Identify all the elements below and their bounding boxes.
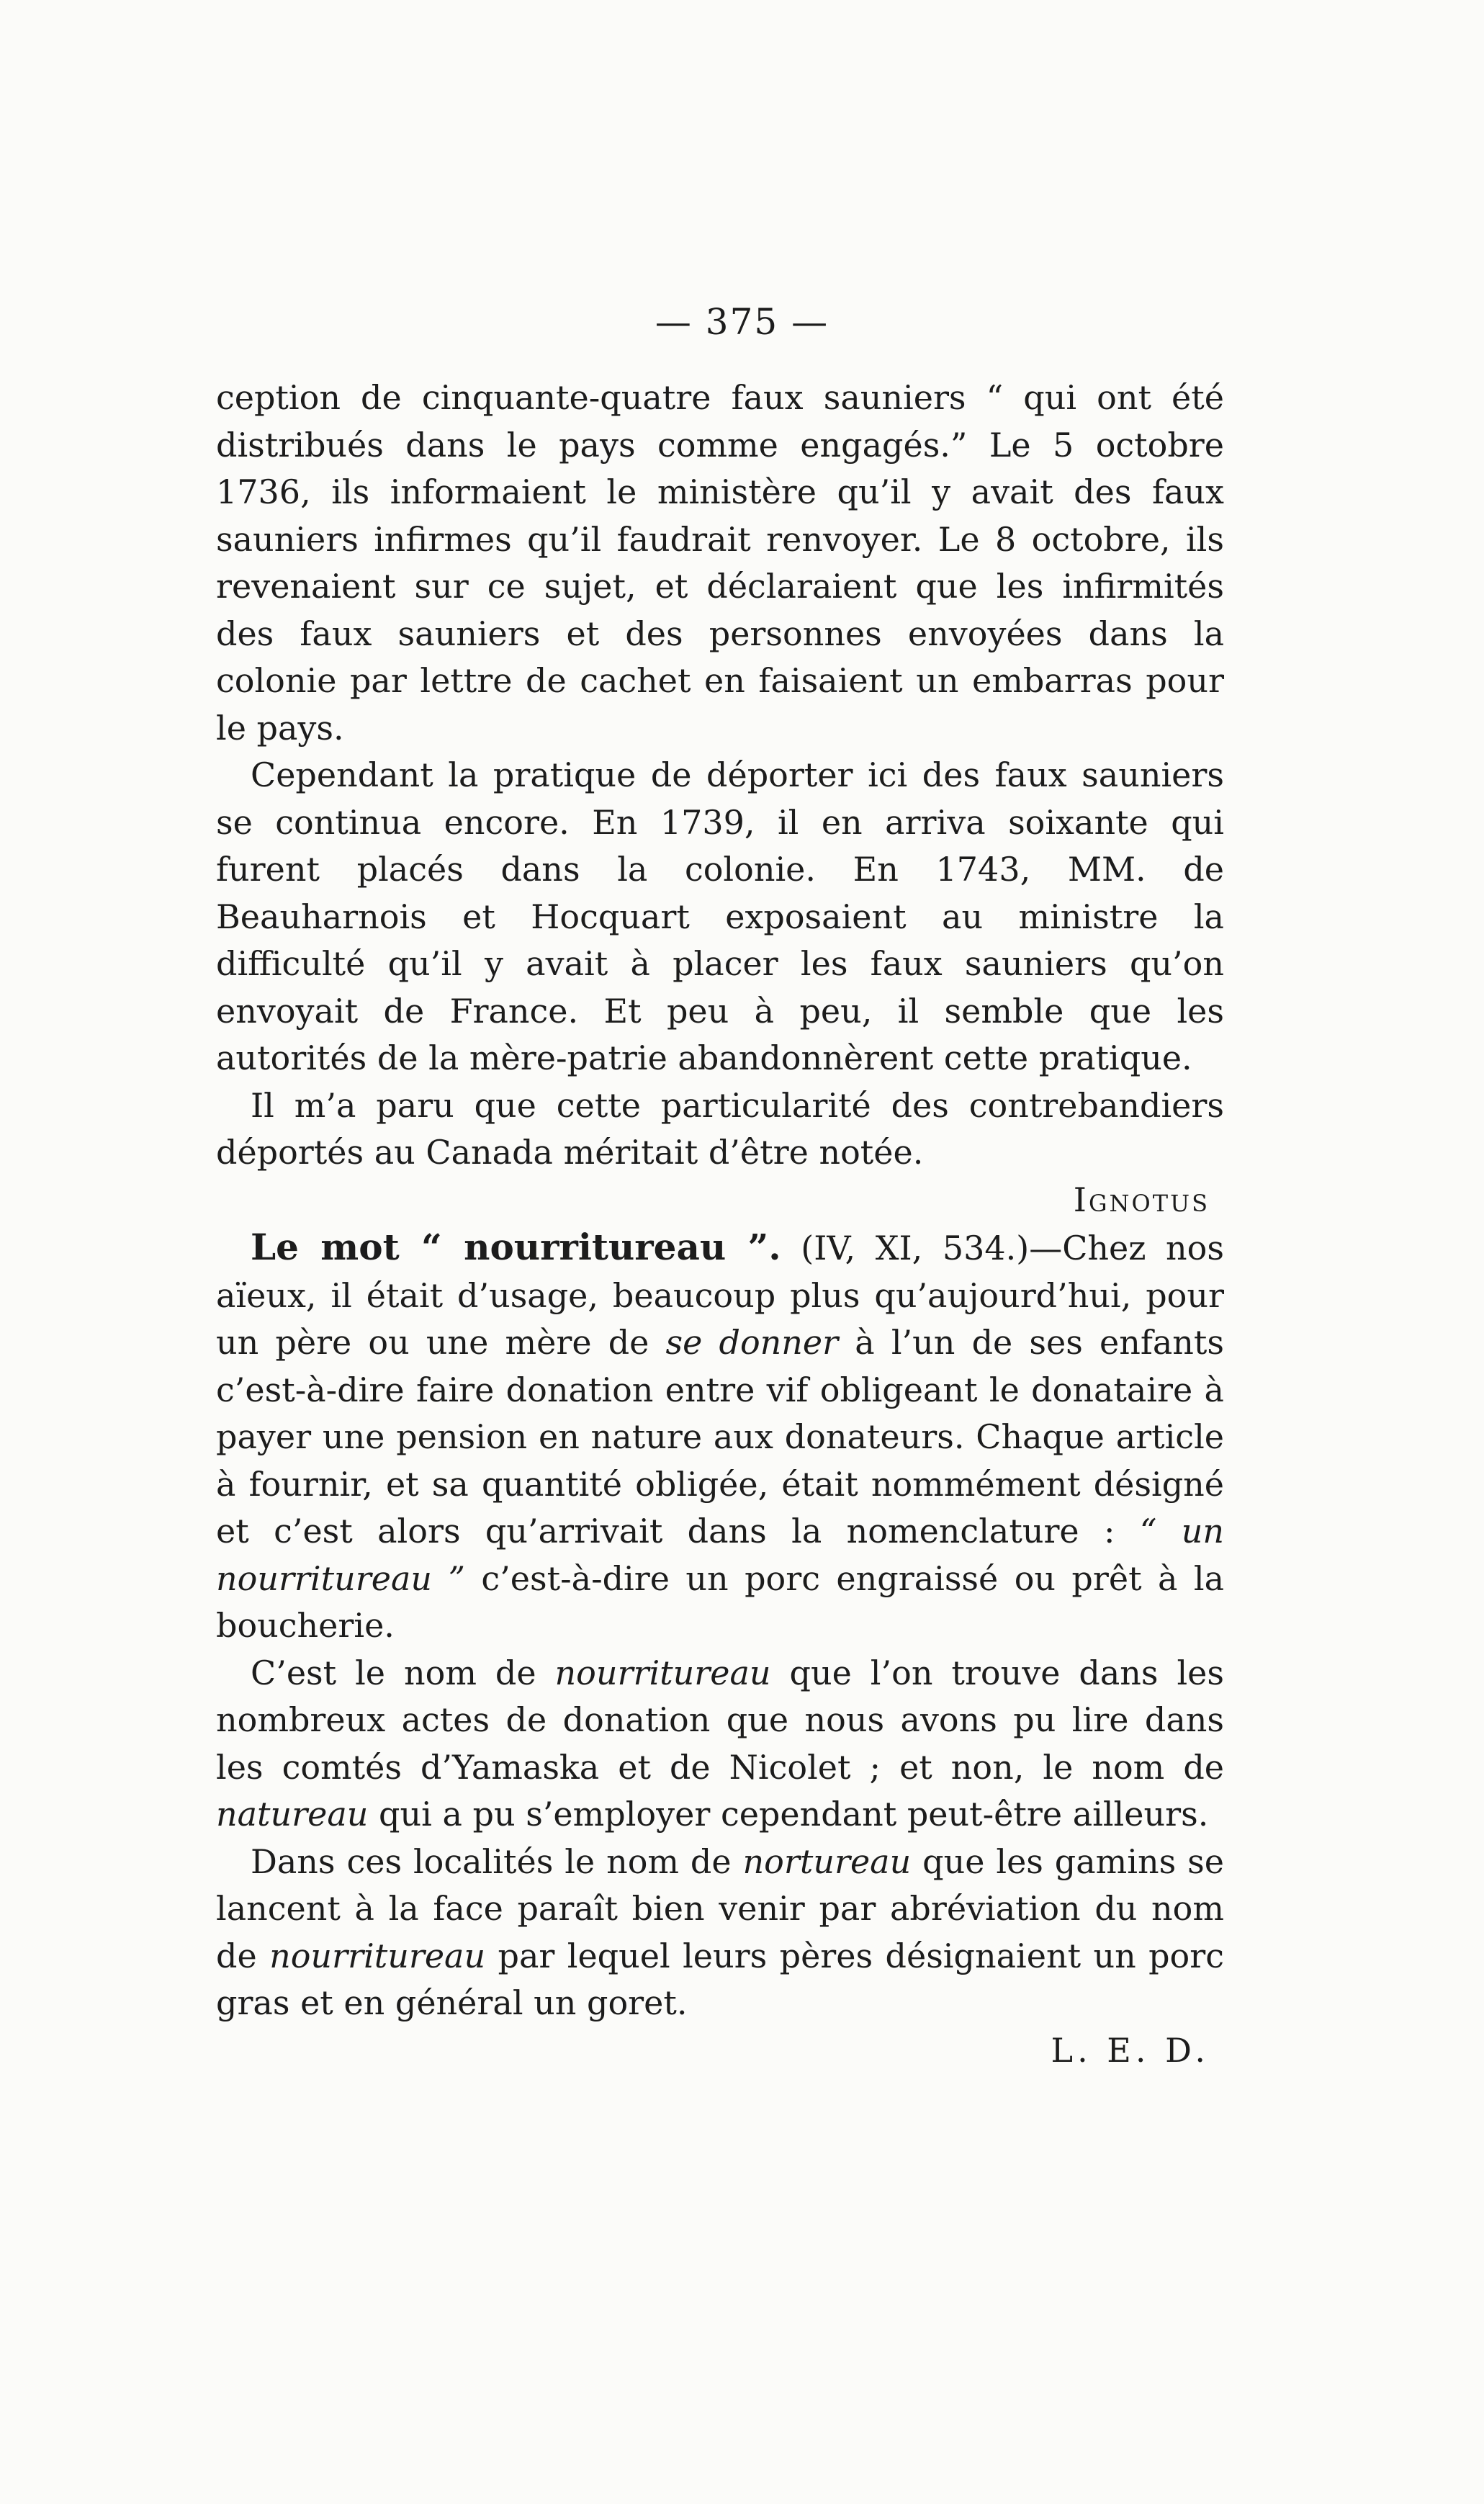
page-number: — 375 — [655,301,829,343]
signature-line [216,2027,1224,2075]
paragraph-text: que les gamins se lancent à la face paraît bien venir par abréviation du nom de [216,1841,1224,1975]
paragraph-text: par lequel leurs pères désignaient un porc gras et en général un goret. [216,1936,1224,2022]
italic-term: nortureau [742,1841,912,1881]
paragraph-text: que l’on trouve dans les nombreux actes de donation que nous avons pu lire dans les comtés d’Yamaska et de Nicolet ; et non, le nom de [216,1653,1224,1787]
italic-term: “ un nourritureau ” [216,1512,1225,1598]
paragraph-text: C’est le nom de [251,1653,555,1692]
paragraph-nom [216,1650,1224,1839]
entry-heading: Le mot “ nourritureau ”. [251,1226,781,1268]
paragraph-text: Dans ces localités le nom de [251,1841,743,1881]
article-text [216,374,1224,2074]
entry-reference: (IV, XI, 534.) [801,1229,1030,1267]
paragraph-text: à l’un de ses enfants c’est-à-dire faire donation entre vif obligeant le donataire à payer une pension en nature aux donateurs. Chaque article à fournir, et sa quantité obligée, était nommément désigné et c’est alors qu’arrivait dans la nomenclature : [216,1323,1224,1551]
paragraph-deportation: Cependant la pratique de déporter ici des faux sauniers se continua encore. En 1739, il en arriva soixante qui furent placés dans la colonie. En 1743, MM. de Beauharnois et Hocquart exposaient au ministre la difficulté qu’il y avait à placer les faux sauniers qu’on envoyait de France. Et peu à peu, il semble que les autorités de la mère-patrie abandonnèrent cette pratique. [216,755,1224,1077]
italic-term: natureau [216,1795,369,1834]
paragraph-text: c’est-à-dire un porc engraissé ou prêt à la boucherie. [216,1558,1224,1645]
signature-ignotus: Ignotus [1073,1180,1210,1219]
paragraph-continuation: ception de cinquante-quatre faux sauniers “ qui ont été distribués dans le pays comme engagés.” Le 5 octobre 1736, ils informaient le ministère qu’il y avait des faux sauniers infirmes qu’il faudrait renvoyer. Le 8 octobre, ils revenaient sur ce sujet, et déclaraient que les infirmités des faux sauniers et des personnes envoyées dans la colonie par lettre de cachet en faisaient un embarras pour le pays. [216,378,1224,748]
italic-term: se donner [665,1323,839,1362]
italic-term: nourritureau [269,1936,486,1975]
entry-nourritureau [216,1224,1224,1650]
paragraph-localites [216,1839,1224,2027]
signature-led: L. E. D. [1051,2030,1210,2070]
paragraph-note: Il m’a paru que cette particularité des contrebandiers déportés au Canada méritait d’être notée. [216,1085,1224,1172]
paragraph-text: —Chez nos aïeux, il était d’usage, beaucoup plus qu’aujourd’hui, pour un père ou une mère de [216,1229,1224,1362]
paragraph-text: qui a pu s’employer cependant peut-être ailleurs. [368,1795,1209,1834]
italic-term: nourritureau [554,1653,771,1692]
